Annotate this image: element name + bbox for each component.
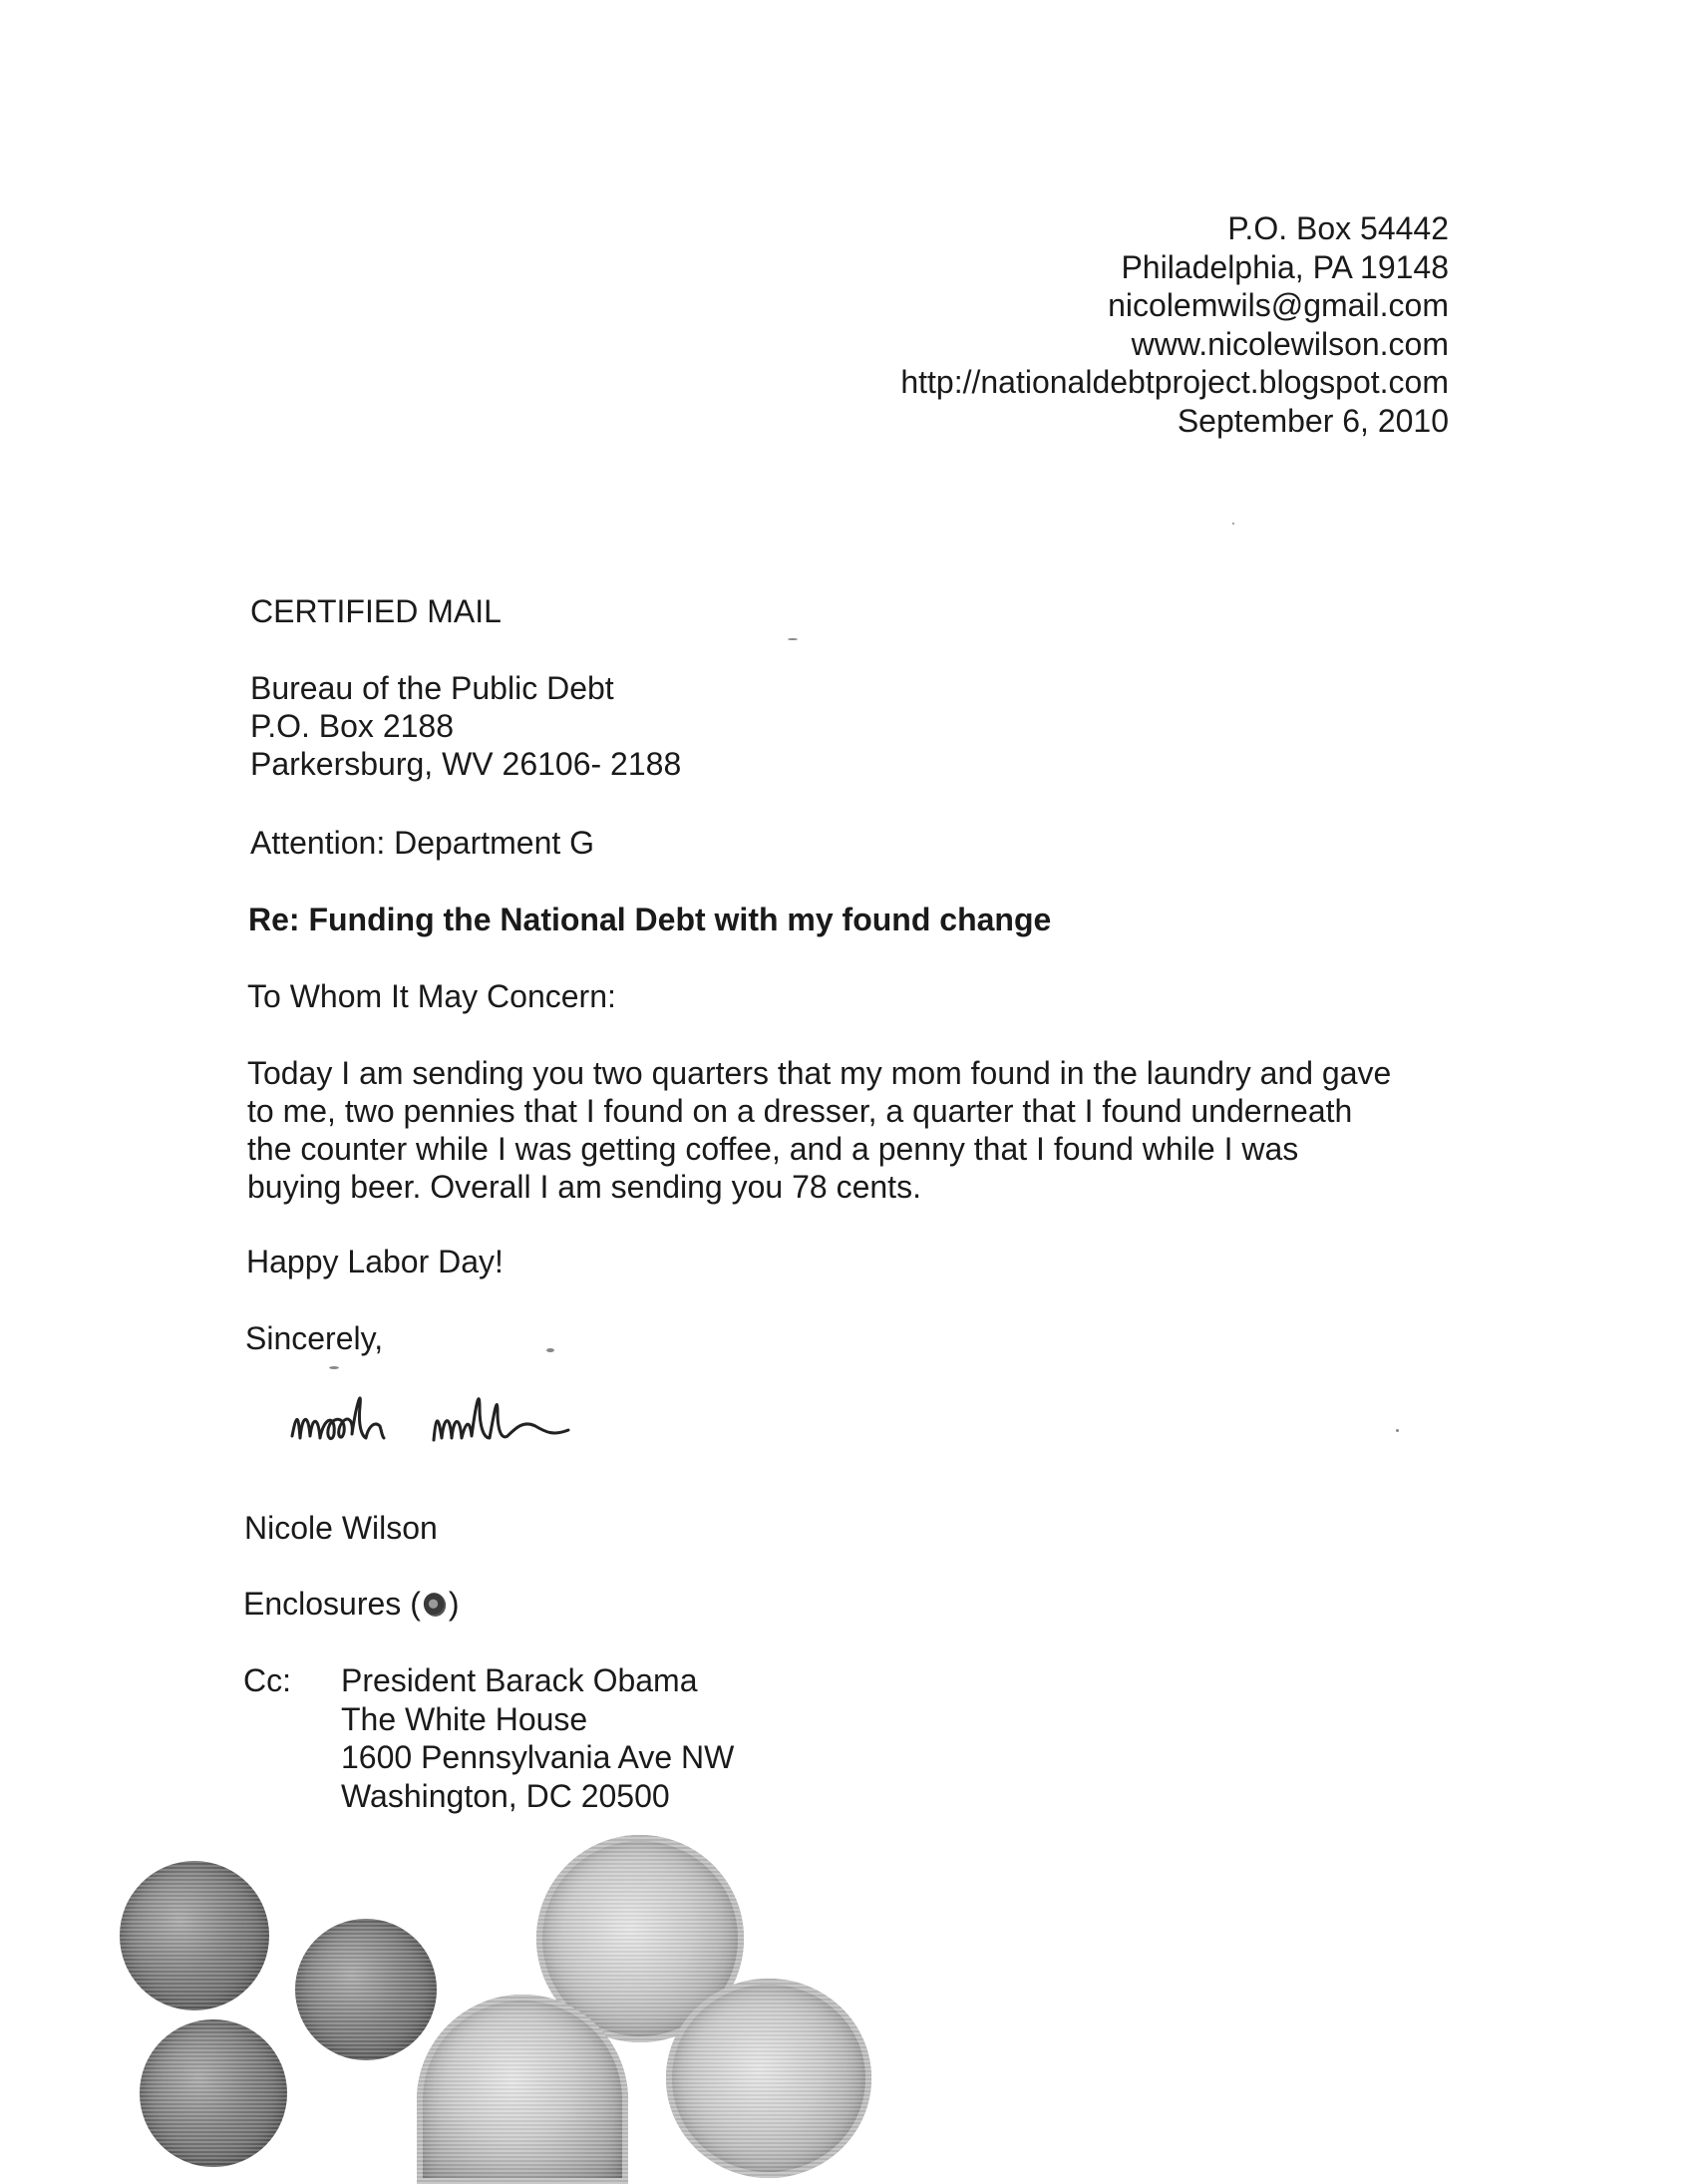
delivery-method: CERTIFIED MAIL — [250, 593, 502, 629]
body-line: Today I am sending you two quarters that my mom found in the laundry and gave — [247, 1055, 1392, 1091]
sender-po-box: P.O. Box 54442 — [1227, 210, 1449, 246]
attention-line: Attention: Department G — [250, 825, 595, 861]
cc-line: 1600 Pennsylvania Ave NW — [341, 1739, 735, 1775]
scan-speck — [546, 1348, 554, 1352]
sender-website: www.nicolewilson.com — [1131, 325, 1449, 362]
enclosures-line — [243, 1585, 460, 1623]
letter-body — [247, 1054, 1504, 1206]
signoff: Sincerely, — [245, 1320, 384, 1356]
cc-line: The White House — [341, 1700, 588, 1737]
penny-image — [120, 1861, 269, 2010]
penny-image — [295, 1919, 437, 2060]
body-line: buying beer. Overall I am sending you 78 cents. — [247, 1169, 921, 1205]
scan-speck — [1396, 1429, 1399, 1432]
quarter-image — [666, 1979, 871, 2178]
enclosures-close: ) — [448, 1586, 460, 1622]
recipient-address-block — [250, 669, 681, 783]
penny-image — [140, 2019, 287, 2167]
sender-email: nicolemwils@gmail.com — [1108, 287, 1449, 323]
sender-address-block — [900, 209, 1449, 440]
scan-speck — [1232, 523, 1234, 525]
body-line: to me, two pennies that I found on a dresser, a quarter that I found underneath — [247, 1093, 1353, 1129]
sender-city-state-zip: Philadelphia, PA 19148 — [1121, 248, 1449, 285]
recipient-po-box: P.O. Box 2188 — [250, 708, 454, 744]
sender-blog: http://nationaldebtproject.blogspot.com — [900, 364, 1449, 400]
scan-speck — [329, 1366, 339, 1369]
cc-label: Cc: — [243, 1662, 291, 1698]
quarter-image — [417, 1995, 628, 2184]
cc-line: President Barack Obama — [341, 1662, 698, 1698]
letter-date: September 6, 2010 — [1177, 402, 1449, 439]
subject-line: Re: Funding the National Debt with my found change — [248, 902, 1052, 937]
recipient-city-state-zip: Parkersburg, WV 26106- 2188 — [250, 746, 682, 782]
scan-speck — [788, 638, 798, 640]
signer-name: Nicole Wilson — [244, 1510, 438, 1546]
cc-address-block — [341, 1661, 734, 1815]
closing-wish: Happy Labor Day! — [246, 1244, 504, 1279]
recipient-name: Bureau of the Public Debt — [250, 670, 614, 706]
body-line: the counter while I was getting coffee, and a penny that I found while I was — [247, 1131, 1299, 1167]
cc-line: Washington, DC 20500 — [341, 1777, 670, 1814]
enclosures-label: Enclosures ( — [243, 1586, 421, 1622]
handwritten-signature — [284, 1356, 703, 1476]
coin-scribble-icon — [422, 1590, 448, 1620]
salutation: To Whom It May Concern: — [247, 978, 616, 1014]
